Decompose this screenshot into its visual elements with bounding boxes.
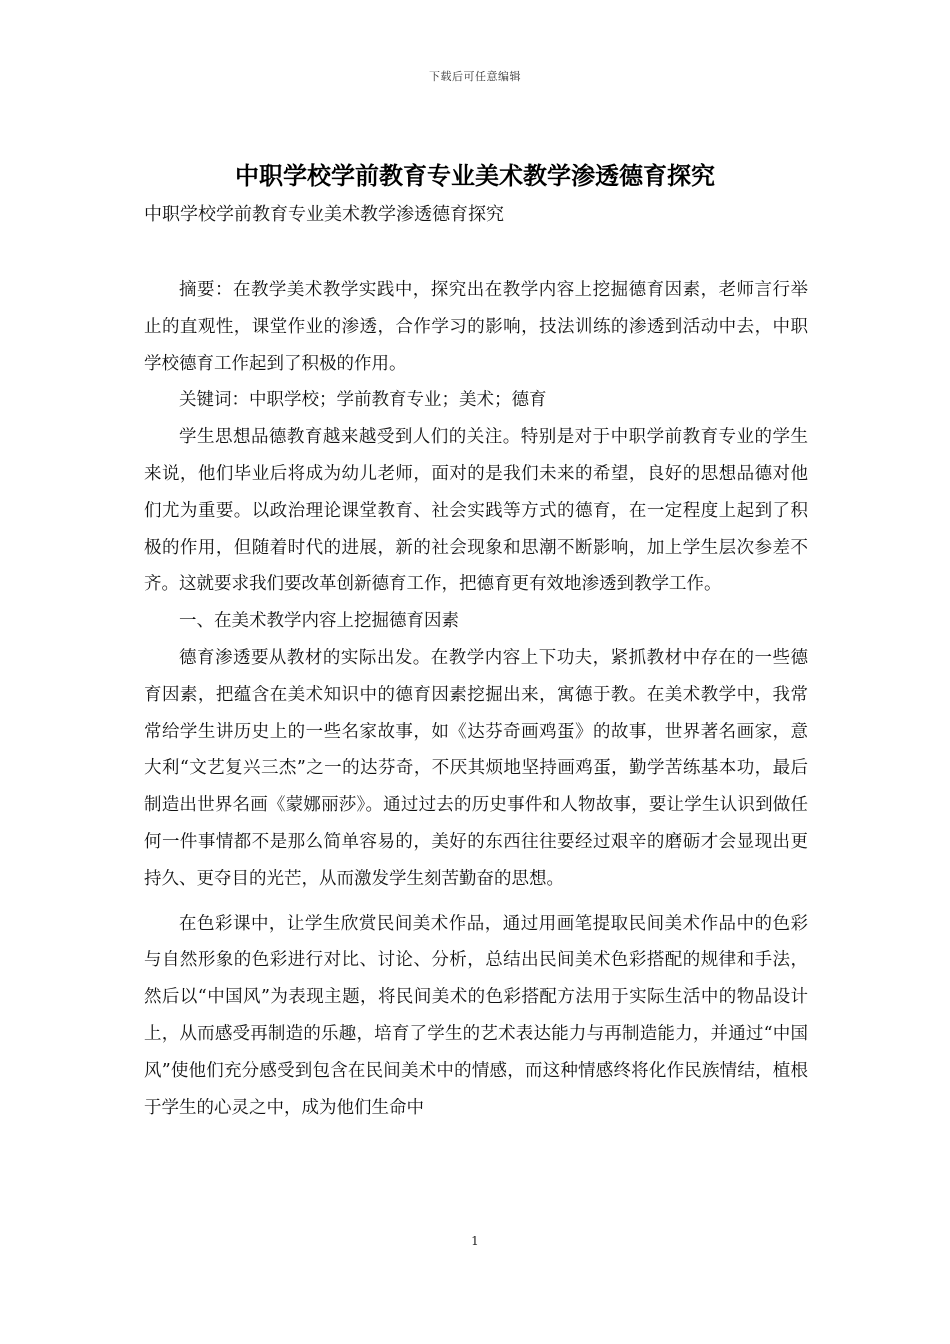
abstract-paragraph: 摘要：在教学美术教学实践中，探究出在教学内容上挖掘德育因素，老师言行举止的直观性，课堂作业的渗透，合作学习的影响，技法训练的渗透到活动中去，中职学校德育工作起到了积极的作用。: [144, 280, 808, 374]
document-subtitle: 中职学校学前教育专业美术教学渗透德育探究: [144, 204, 504, 225]
body-paragraph: 在色彩课中，让学生欣赏民间美术作品，通过用画笔提取民间美术作品中的色彩与自然形象的色彩进行对比、讨论、分析，总结出民间美术色彩搭配的规律和手法，然后以“中国风”为表现主题，将民间美术的色彩搭配方法用于实际生活中的物品设计上，从而感受再制造的乐趣，培育了学生的艺术表达能力与再制造能力，并通过“中国风”使他们充分感受到包含在民间美术中的情感，而这种情感终将化作民族情结，植根于学生的心灵之中，成为他们生命中: [144, 913, 808, 1118]
section-heading: 一、在美术教学内容上挖掘德育因素: [179, 611, 459, 632]
intro-paragraph: 学生思想品德教育越来越受到人们的关注。特别是对于中职学前教育专业的学生来说，他们毕业后将成为幼儿老师，面对的是我们未来的希望，良好的思想品德对他们尤为重要。以政治理论课堂教育、社会实践等方式的德育，在一定程度上起到了积极的作用，但随着时代的进展，新的社会现象和思潮不断影响，加上学生层次参差不齐。这就要求我们要改革创新德育工作，把德育更有效地渗透到教学工作。: [144, 427, 808, 595]
document-title: 中职学校学前教育专业美术教学渗透德育探究: [235, 161, 715, 190]
body-paragraph: 德育渗透要从教材的实际出发。在教学内容上下功夫，紧抓教材中存在的一些德育因素，把蕴含在美术知识中的德育因素挖掘出来，寓德于教。在美术教学中，我常常给学生讲历史上的一些名家故事，如《达芬奇画鸡蛋》的故事，世界著名画家，意大利“文艺复兴三杰”之一的达芬奇，不厌其烦地坚持画鸡蛋，勤学苦练基本功，最后制造出世界名画《蒙娜丽莎》。通过过去的历史事件和人物故事，要让学生认识到做任何一件事情都不是那么简单容易的，美好的东西往往要经过艰辛的磨砺才会显现出更持久、更夺目的光芒，从而激发学生刻苦勤奋的思想。: [144, 647, 808, 889]
document-body: [144, 272, 808, 1126]
header-note: 下载后可任意编辑: [429, 70, 521, 83]
keywords-paragraph: 关键词：中职学校；学前教育专业；美术；德育: [179, 390, 547, 411]
page-number: 1: [471, 1234, 479, 1248]
